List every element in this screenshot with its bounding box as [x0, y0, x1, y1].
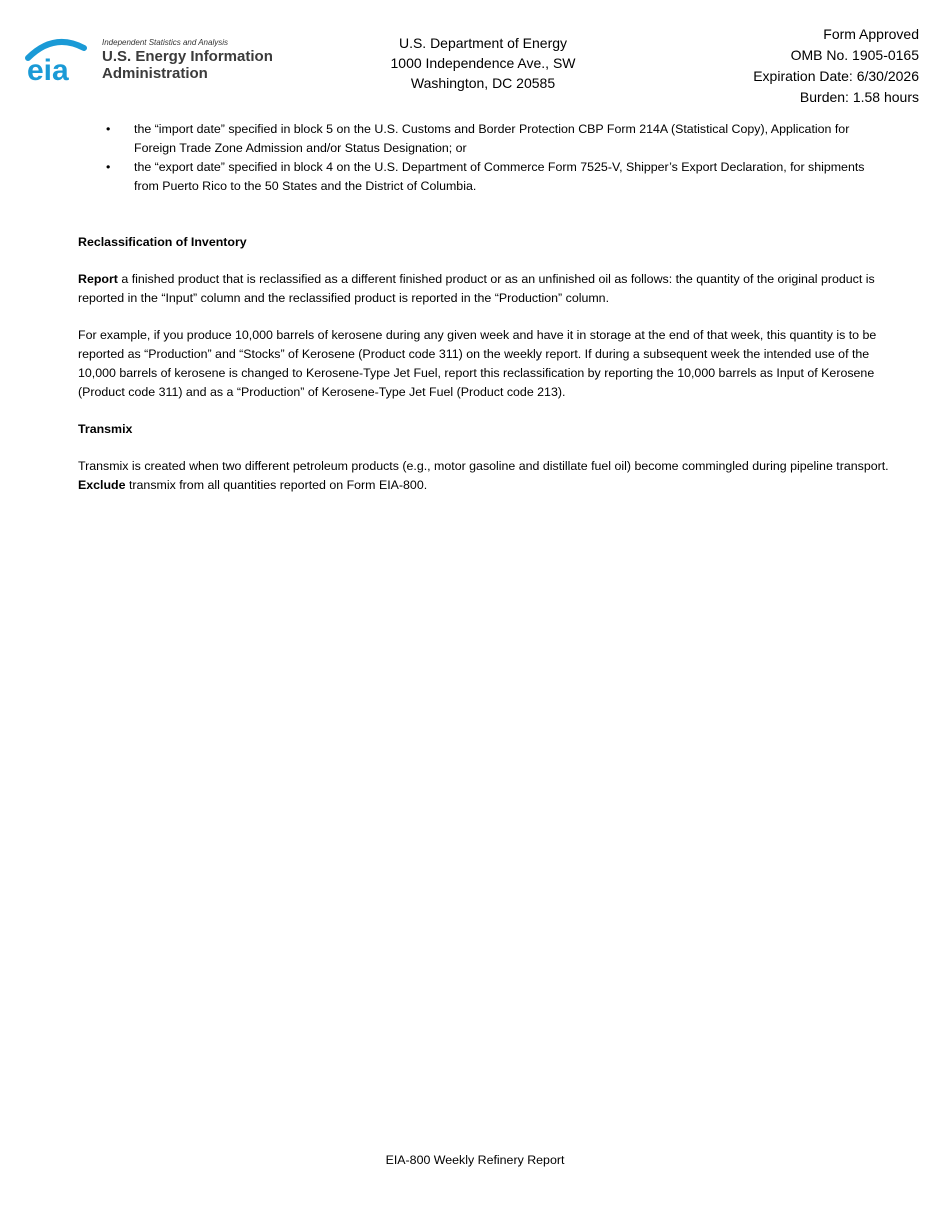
- logo-name: [102, 48, 273, 82]
- bullet-icon: •: [106, 160, 111, 174]
- document-body: [78, 120, 890, 495]
- transmix-text-start: Transmix is created when two different petroleum products (e.g., motor gasoline and distillate fuel oil) become commingled during pipeline transport.: [78, 459, 889, 473]
- address-line3: Washington, DC 20585: [410, 75, 556, 91]
- expiration-date: Expiration Date: 6/30/2026: [753, 68, 919, 84]
- form-approval-info: [753, 24, 919, 108]
- logo-tagline: Independent Statistics and Analysis: [102, 38, 229, 47]
- address-line1: U.S. Department of Energy: [398, 35, 568, 51]
- page-footer: EIA-800 Weekly Refinery Report: [385, 1153, 565, 1167]
- reclassification-paragraph-2: For example, if you produce 10,000 barrels of kerosene during any given week and have it in storage at the end of that week, this quantity is to be reported as “Production” and “Stocks” of Kerosene (Product code 311) on the weekly report. If during a subsequent week the intended use of the 10,000 barrels of kerosene is changed to Kerosene-Type Jet Fuel, report this reclassification by reporting the 10,000 barrels as Input of Kerosene (Product code 311) and as a “Production” of Kerosene-Type Jet Fuel (Product code 213).: [78, 328, 877, 399]
- bullet-text: the “export date” specified in block 4 on the U.S. Department of Commerce Form 7525-V, Shipper’s Export Declaration, for shipments from Puerto Rico to the 50 States and the District of Columbia.: [134, 160, 865, 193]
- logo-name-line1: U.S. Energy Information: [102, 48, 273, 65]
- svg-text:eia: eia: [27, 54, 69, 84]
- report-bold: Report: [78, 272, 118, 286]
- date-bullet-list: [78, 120, 890, 196]
- eia-logo-mark: [24, 38, 96, 84]
- eia-logo: [24, 34, 294, 86]
- logo-name-line2: Administration: [102, 65, 208, 82]
- agency-address: [333, 33, 633, 93]
- bullet-text: the “import date” specified in block 5 on the U.S. Customs and Border Protection CBP Form 214A (Statistical Copy), Application for Foreign Trade Zone Admission and/or Status Designation; or: [134, 122, 850, 155]
- reclassification-heading: Reclassification of Inventory: [78, 235, 247, 249]
- form-approved: Form Approved: [823, 26, 919, 42]
- list-item: [78, 158, 890, 196]
- transmix-paragraph: [78, 457, 890, 495]
- exclude-bold: Exclude: [78, 478, 126, 492]
- reclassification-paragraph-1: [78, 270, 890, 308]
- omb-number: OMB No. 1905-0165: [790, 47, 919, 63]
- list-item: [78, 120, 890, 158]
- transmix-text-end: transmix from all quantities reported on Form EIA-800.: [125, 478, 428, 492]
- transmix-heading: Transmix: [78, 422, 133, 436]
- address-line2: 1000 Independence Ave., SW: [390, 55, 576, 71]
- burden-hours: Burden: 1.58 hours: [799, 89, 919, 105]
- reclassification-paragraph-1-text: a finished product that is reclassified as a different finished product or as an unfinished oil as follows: the quantity of the original product is reported in the “Input” column and the reclassified product is reported in the “Production” column.: [78, 272, 875, 305]
- bullet-icon: •: [106, 122, 111, 136]
